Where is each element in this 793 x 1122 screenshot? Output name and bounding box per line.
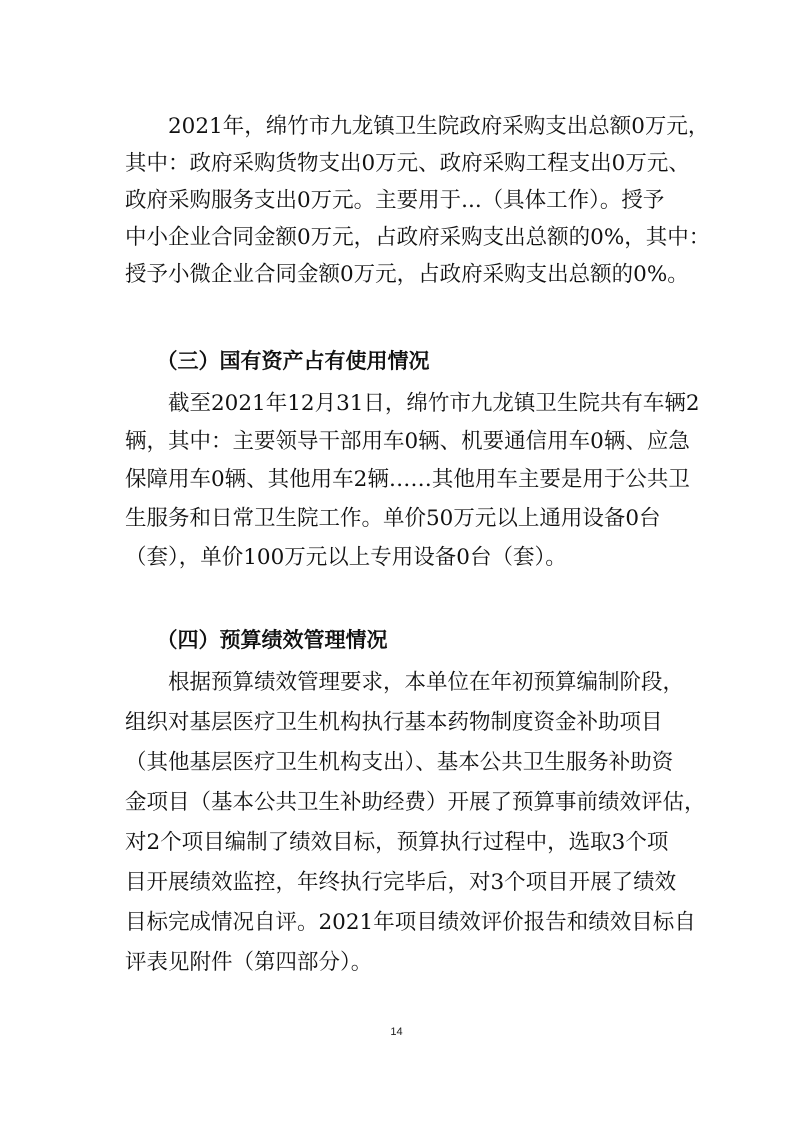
performance-line-2: 组织对基层医疗卫生机构执行基本药物制度资金补助项目	[125, 710, 663, 735]
assets-line-5: （套），单价100万元以上专用设备0台（套）。	[125, 545, 567, 570]
page-number: 14	[390, 1026, 403, 1038]
performance-line-1: 根据预算绩效管理要求，本单位在年初预算编制阶段，	[125, 670, 685, 695]
section-heading-performance: （四）预算绩效管理情况	[125, 628, 388, 652]
procurement-line-2: 其中：政府采购货物支出0万元、政府采购工程支出0万元、	[125, 151, 690, 176]
procurement-line-3: 政府采购服务支出0万元。主要用于...（具体工作）。授予	[125, 188, 665, 213]
assets-line-2: 辆，其中：主要领导干部用车0辆、机要通信用车0辆、应急	[125, 429, 690, 454]
procurement-line-1: 2021年，绵竹市九龙镇卫生院政府采购支出总额0万元，	[125, 114, 710, 139]
performance-line-6: 目开展绩效监控，年终执行完毕后，对3个项目开展了绩效	[125, 870, 677, 895]
performance-line-8: 评表见附件（第四部分）。	[125, 950, 373, 975]
section-heading-assets: （三）国有资产占有使用情况	[125, 349, 430, 373]
performance-line-4: 金项目（基本公共卫生补助经费）开展了预算事前绩效评估，	[125, 790, 706, 815]
procurement-line-5: 授予小微企业合同金额0万元，占政府采购支出总额的0%。	[125, 262, 689, 287]
performance-line-7: 目标完成情况自评。2021年项目绩效评价报告和绩效目标自	[125, 910, 696, 935]
assets-line-4: 生服务和日常卫生院工作。单价50万元以上通用设备0台	[125, 506, 661, 531]
assets-line-1: 截至2021年12月31日，绵竹市九龙镇卫生院共有车辆2	[125, 391, 700, 416]
assets-line-3: 保障用车0辆、其他用车2辆……其他用车主要是用于公共卫	[125, 467, 690, 492]
procurement-line-4: 中小企业合同金额0万元，占政府采购支出总额的0%，其中：	[125, 225, 711, 250]
performance-line-3: （其他基层医疗卫生机构支出）、基本公共卫生服务补助资	[125, 750, 674, 775]
performance-line-5: 对2个项目编制了绩效目标，预算执行过程中，选取3个项	[125, 830, 669, 855]
